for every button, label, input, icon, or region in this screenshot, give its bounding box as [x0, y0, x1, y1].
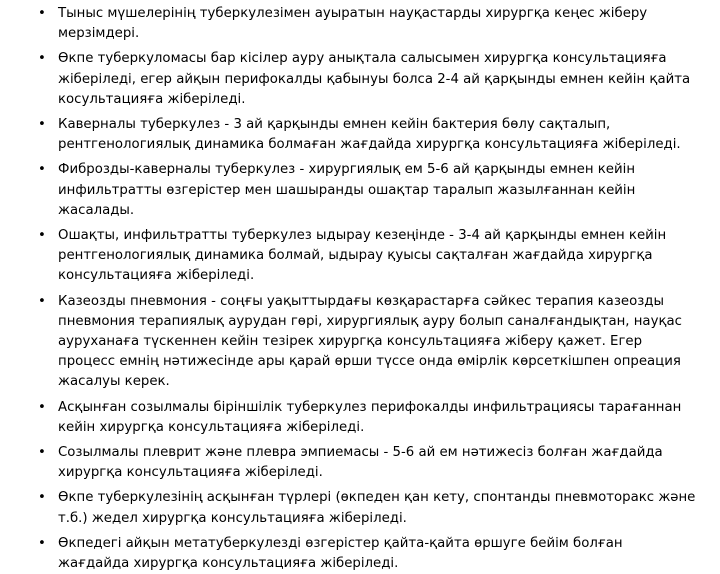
bullet-dot: • — [38, 117, 46, 133]
bullet-text: Ошақты, инфильтратты туберкулез ыдырау кезеңінде - 3-4 ай қарқынды емнен кейін рентгенологиялық динамика болмай, ыдырау қуысы сақталған жағдайда хирургқа консультацияға жіберіледі. — [58, 228, 667, 284]
list-item — [38, 115, 698, 155]
bullet-dot: • — [38, 6, 46, 21]
bullet-text: Өкпе туберкулезінің асқынған түрлері (өкпеден қан кету, спонтанды пневмоторакс және т.б.) жедел хирургқа консультацияға жіберіледі. — [58, 490, 696, 526]
bullet-dot: • — [38, 51, 46, 67]
bullet-dot: • — [38, 535, 46, 551]
list-item — [38, 4, 698, 44]
list-item — [38, 226, 698, 287]
bullet-text: Тыныс мүшелерінің туберкулезімен ауыратын науқастарды хирургқа кеңес жіберу мерзімдері. — [58, 6, 648, 42]
list-item — [38, 398, 698, 438]
bullet-dot: • — [38, 445, 46, 461]
bullet-text: Каверналы туберкулез - 3 ай қарқынды емнен кейін бактерия бөлу сақталып, рентгенологиялық динамика болмаған жағдайда хирургқа консультацияға жіберіледі. — [58, 117, 681, 153]
bullet-dot: • — [38, 490, 46, 506]
bullet-dot: • — [38, 293, 46, 309]
list-item — [38, 443, 698, 483]
list-item — [38, 160, 698, 221]
bullet-dot: • — [38, 228, 46, 244]
bullet-text: Казеозды пневмония - соңғы уақыттырдағы көзқарастарға сәйкес терапия казеозды пневмония терапиялық аурудан гөрі, хирургиялық ауру болып саналғандықтан, науқас ауруханаға түскеннен кейін тезірек хирургқа консультацияға жіберу қажет. Егер процесс емнің нәтижесінде ары қарай өрши түссе онда өмірлік көрсеткішпен опреация жасалуы керек. — [58, 293, 682, 390]
bullet-list — [38, 4, 698, 574]
bullet-text: Фиброзды-каверналы туберкулез - хирургиялық ем 5-6 ай қарқынды емнен кейін инфильтратты өзгерістер мен шашыранды ошақтар таралып жазылғаннан кейін жасалады. — [58, 162, 636, 218]
bullet-text: Өкпедегі айқын метатуберкулезді өзгерістер қайта-қайта өршуге бейім болған жағдайда хирургқа консультацияға жіберіледі. — [58, 535, 623, 572]
bullet-text: Созылмалы плеврит және плевра эмпиемасы - 5-6 ай ем нәтижесіз болған жағдайда хирургқа консультацияға жіберіледі. — [58, 445, 663, 481]
bullet-dot: • — [38, 399, 46, 415]
list-item — [38, 488, 698, 528]
list-item — [38, 292, 698, 393]
bullet-text: Асқынған созылмалы біріншілік туберкулез перифокалды инфильтрациясы тарағаннан кейін хирургқа консультацияға жіберіледі. — [58, 399, 682, 435]
list-item — [38, 49, 698, 110]
bullet-text: Өкпе туберкуломасы бар кісілер ауру анықтала салысымен хирургқа консультацияға жіберіледі, егер айқын перифокалды қабынуы болса 2-4 ай қарқынды емнен кейін қайта косультацияға жіберіледі. — [58, 51, 691, 107]
bullet-dot: • — [38, 162, 46, 178]
